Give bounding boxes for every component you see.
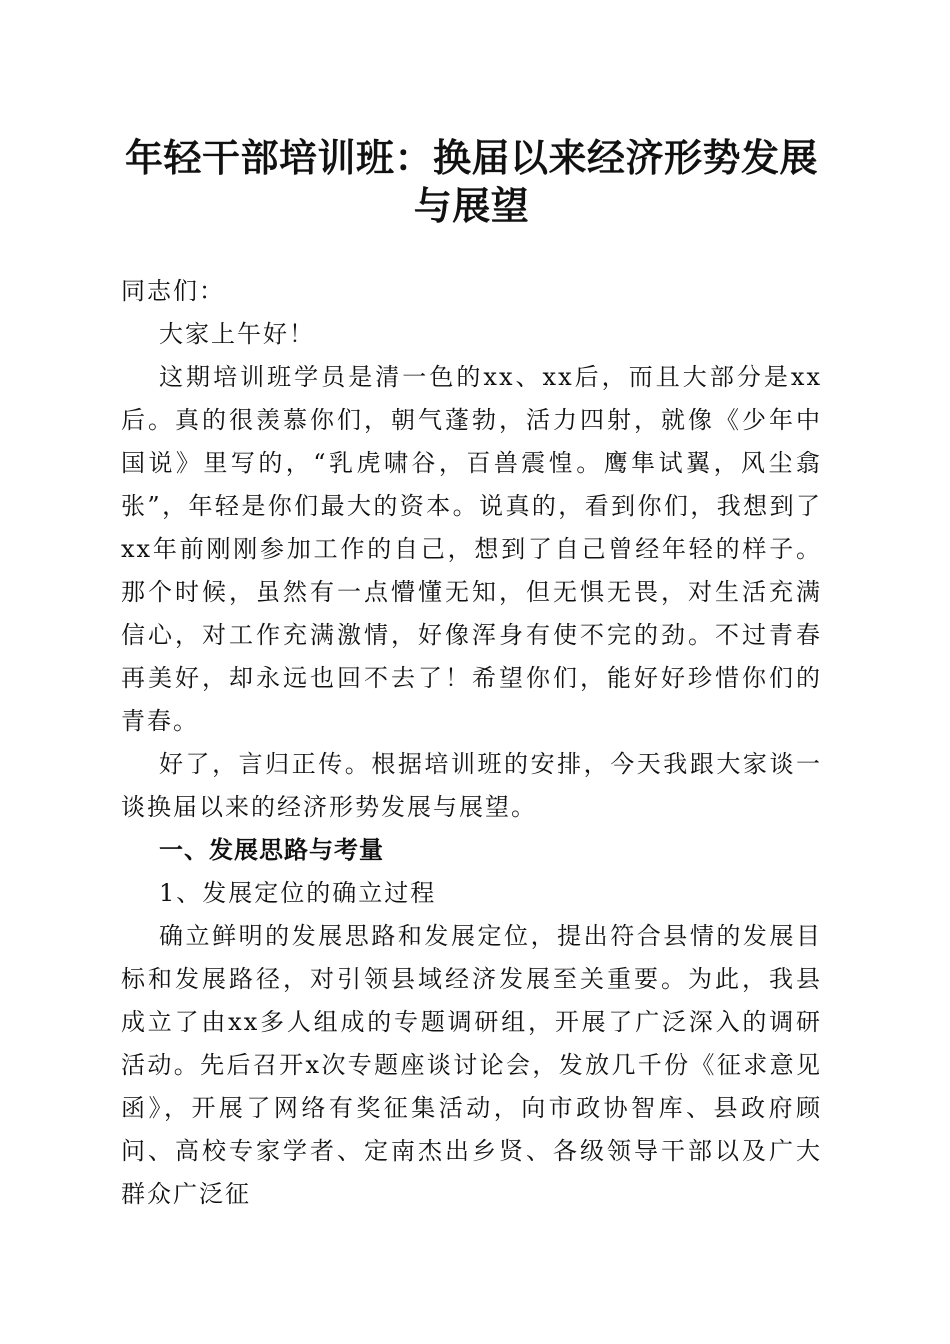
intro-paragraph: 这期培训班学员是清一色的xx、xx后，而且大部分是xx后。真的很羡慕你们，朝气蓬勃，活力四射，就像《少年中国说》里写的，“乳虎啸谷，百兽震惶。鹰隼试翼，风尘翕张”，年轻是你们最大的资本。说真的，看到你们，我想到了xx年前刚刚参加工作的自己，想到了自己曾经年轻的样子。那个时候，虽然有一点懵懂无知，但无惧无畏，对生活充满信心，对工作充满激情，好像浑身有使不完的劲。不过青春再美好，却永远也回不去了！希望你们，能好好珍惜你们的青春。 bbox=[121, 363, 822, 735]
section-heading: 一、发展思路与考量 bbox=[159, 836, 384, 864]
subsection-paragraph: 确立鲜明的发展思路和发展定位，提出符合县情的发展目标和发展路径，对引领县域经济发展至关重要。为此，我县成立了由xx多人组成的专题调研组，开展了广泛深入的调研活动。先后召开x次专题座谈讨论会，发放几千份《征求意见函》，开展了网络有奖征集活动，向市政协智库、县政府顾问、高校专家学者、定南杰出乡贤、各级领导干部以及广大群众广泛征 bbox=[121, 922, 822, 1208]
transition-paragraph: 好了，言归正传。根据培训班的安排，今天我跟大家谈一谈换届以来的经济形势发展与展望。 bbox=[121, 750, 822, 821]
salutation: 同志们： bbox=[121, 277, 225, 305]
document-body bbox=[121, 270, 822, 1216]
subsection-heading: 1、发展定位的确立过程 bbox=[159, 879, 437, 907]
document-title: 年轻干部培训班：换届以来经济形势发展与展望 bbox=[124, 135, 818, 228]
greeting-paragraph: 大家上午好！ bbox=[159, 320, 315, 348]
